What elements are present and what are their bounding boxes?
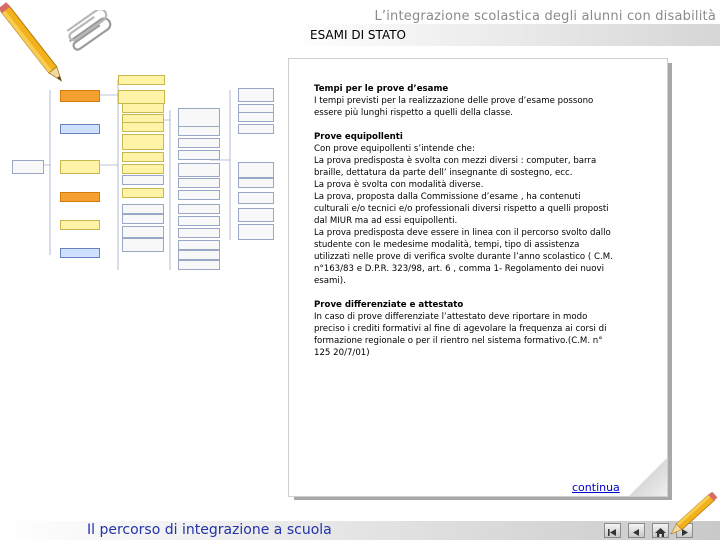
block-differenziate <box>314 299 614 359</box>
paperclip-icon <box>60 10 120 55</box>
continue-link[interactable]: continua <box>572 481 620 494</box>
content-paper <box>288 58 668 497</box>
concept-map-diagram <box>10 70 295 280</box>
content-text <box>314 83 614 371</box>
block-equipollenti <box>314 131 614 287</box>
heading-tempi: Tempi per le prove d’esame <box>314 84 449 94</box>
heading-differenziate: Prove differenziate e attestato <box>314 300 464 310</box>
section-title: ESAMI DI STATO <box>310 28 406 42</box>
back-button[interactable] <box>628 523 645 538</box>
block-tempi <box>314 83 614 119</box>
presentation-title: L’integrazione scolastica degli alunni con disabilità <box>374 9 716 24</box>
first-icon <box>605 526 620 539</box>
footer-caption: Il percorso di integrazione a scuola <box>87 522 332 538</box>
equipollenti-line: La prova predisposta è svolta con mezzi diversi : computer, barra braille, dettatura da parte dell’ insegnante di sostegno, ecc. <box>314 156 597 178</box>
heading-equipollenti: Prove equipollenti <box>314 132 403 142</box>
body-differenziate: In caso di prove differenziate l’attestato deve riportare in modo preciso i crediti formativi al fine di agevolare la frequenza ai corsi di formazione regionale o per il rientro nel sistema formativo.(C.M. n° 125 20/7/01) <box>314 312 607 358</box>
body-tempi: I tempi previsti per la realizzazione delle prove d’esame possono essere più lunghi rispetto a quelli della classe. <box>314 96 594 118</box>
equipollenti-line: Con prove equipollenti s’intende che: <box>314 144 475 154</box>
equipollenti-line: La prova è svolta con modalità diverse. <box>314 180 484 190</box>
equipollenti-line: La prova predisposta deve essere in linea con il percorso svolto dallo studente con le medesime modalità, tempi, tipo di assistenza utilizzati nelle prove di verifica svolte durante l’anno scolastico ( C.M. n°163/83 e D.P.R. 323/98, art. 6 , comma 1- Regolamento dei nuovi esami). <box>314 228 613 286</box>
first-button[interactable] <box>604 523 621 538</box>
pencil-icon <box>662 492 720 540</box>
section-bar <box>290 24 720 46</box>
page-curl <box>629 458 667 496</box>
equipollenti-line: La prova, proposta dalla Commissione d’esame , ha contenuti culturali e/o tecnici e/o professionali diversi rispetto a quelli proposti dal MIUR ma ad essi equipollenti. <box>314 192 609 226</box>
back-icon <box>629 526 644 539</box>
